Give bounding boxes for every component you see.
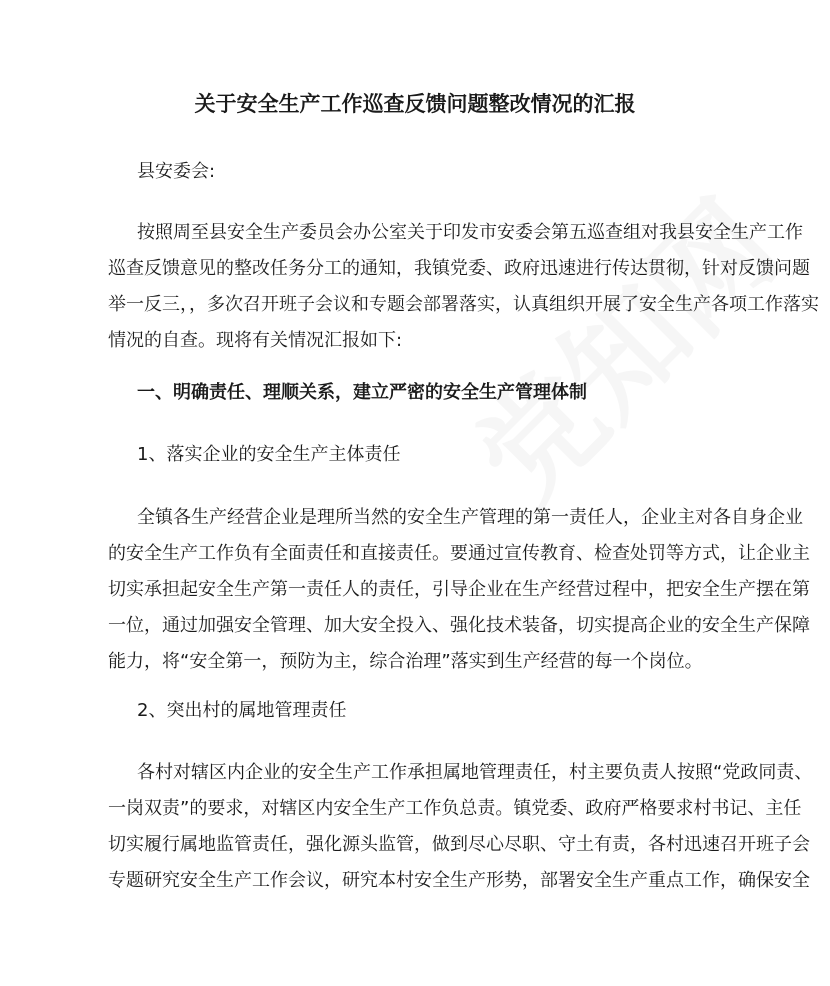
subsection-heading: 1、落实企业的安全生产主体责任 [137, 444, 401, 465]
salutation: 县安委会: [137, 161, 216, 182]
body-paragraph [108, 755, 813, 899]
paragraph-line: 切实履行属地监管责任，强化源头监管，做到尽心尽职、守土有责，各村迅速召开班子会 [108, 834, 810, 855]
paragraph-line: 一位，通过加强安全管理、加大安全投入、强化技术装备，切实提高企业的安全生产保障 [108, 615, 810, 636]
paragraph-line: 专题研究安全生产工作会议，研究本村安全生产形势，部署安全生产重点工作，确保安全 [108, 870, 810, 891]
section-heading: 一、明确责任、理顺关系，建立严密的安全生产管理体制 [137, 382, 587, 403]
document-title: 关于安全生产工作巡查反馈问题整改情况的汇报 [194, 92, 636, 116]
paragraph-line: 一岗双责”的要求，对辖区内安全生产工作负总责。镇党委、政府严格要求村书记、主任 [108, 798, 802, 819]
body-paragraph [108, 500, 810, 680]
paragraph-line: 各村对辖区内企业的安全生产工作承担属地管理责任，村主要负责人按照“党政同责、 [137, 762, 813, 783]
paragraph-line: 全镇各生产经营企业是理所当然的安全生产管理的第一责任人，企业主对各自身企业 [137, 507, 803, 528]
paragraph-line: 情况的自查。现将有关情况汇报如下: [108, 330, 403, 351]
intro-paragraph [108, 215, 819, 359]
paragraph-line: 切实承担起安全生产第一责任人的责任，引导企业在生产经营过程中，把安全生产摆在第 [108, 579, 810, 600]
paragraph-line: 举一反三，，多次召开班子会议和专题会部署落实，认真组织开展了安全生产各项工作落实 [108, 294, 819, 315]
paragraph-line: 能力，将“安全第一，预防为主，综合治理”落实到生产经营的每一个岗位。 [108, 651, 703, 672]
paragraph-line: 巡查反馈意见的整改任务分工的通知，我镇党委、政府迅速进行传达贯彻，针对反馈问题 [108, 258, 810, 279]
subsection-heading: 2、突出村的属地管理责任 [137, 700, 347, 721]
paragraph-line: 的安全生产工作负有全面责任和直接责任。要通过宣传教育、检查处罚等方式，让企业主 [108, 543, 810, 564]
paragraph-line: 按照周至县安全生产委员会办公室关于印发市安委会第五巡查组对我县安全生产工作 [137, 222, 803, 243]
